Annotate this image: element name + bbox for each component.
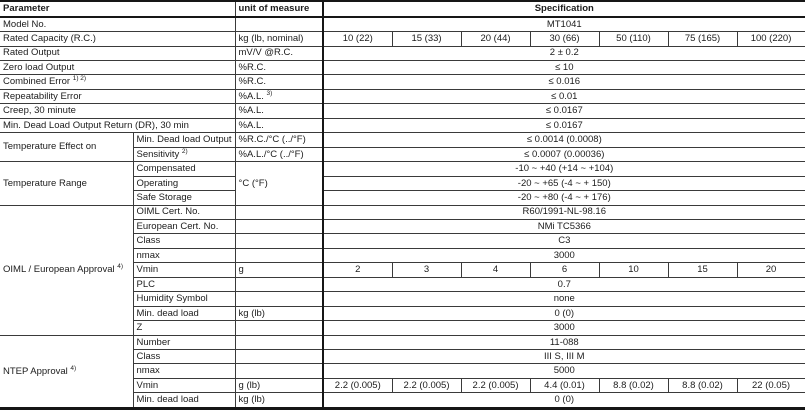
value-temp-effect-sensitivity: ≤ 0.0007 (0.00036) bbox=[323, 147, 805, 161]
value-ntep-vmin-2: 2.2 (0.005) bbox=[392, 378, 461, 392]
unit-rated-capacity: kg (lb, nominal) bbox=[235, 32, 323, 46]
unit-humidity-symbol bbox=[235, 292, 323, 306]
unit-oiml-nmax bbox=[235, 248, 323, 262]
table-row-ntep-number bbox=[0, 335, 805, 349]
value-ntep-class: III S, III M bbox=[323, 350, 805, 364]
unit-ntep-min-dead-load: kg (lb) bbox=[235, 393, 323, 409]
unit-temperature-range: °C (°F) bbox=[235, 162, 323, 205]
value-rated-capacity-1: 10 (22) bbox=[323, 32, 392, 46]
subparam-ntep-vmin: Vmin bbox=[133, 378, 235, 392]
value-oiml-plc: 0.7 bbox=[323, 277, 805, 291]
unit-rated-output: mV/V @R.C. bbox=[235, 46, 323, 60]
unit-oiml-z bbox=[235, 321, 323, 335]
value-oiml-vmin-6: 15 bbox=[668, 263, 737, 277]
value-ntep-vmin-5: 8.8 (0.02) bbox=[599, 378, 668, 392]
subparam-ntep-class: Class bbox=[133, 350, 235, 364]
value-rated-capacity-5: 50 (110) bbox=[599, 32, 668, 46]
param-group-temperature-range: Temperature Range bbox=[0, 162, 133, 205]
value-creep: ≤ 0.0167 bbox=[323, 104, 805, 118]
table-row-model-no bbox=[0, 17, 805, 32]
value-european-cert-no: NMi TC5366 bbox=[323, 219, 805, 233]
subparam-oiml-min-dead-load: Min. dead load bbox=[133, 306, 235, 320]
param-group-ntep-approval: NTEP Approval $^{4)}$ bbox=[0, 335, 133, 408]
value-oiml-vmin-5: 10 bbox=[599, 263, 668, 277]
subparam-oiml-z: Z bbox=[133, 321, 235, 335]
param-zero-load-output: Zero load Output bbox=[0, 60, 235, 74]
value-ntep-nmax: 5000 bbox=[323, 364, 805, 378]
unit-combined-error: %R.C. bbox=[235, 75, 323, 89]
param-model-no: Model No. bbox=[0, 17, 235, 32]
unit-repeatability-error: %A.L. $^{3)}$ bbox=[235, 89, 323, 103]
unit-oiml-vmin: g bbox=[235, 263, 323, 277]
unit-oiml-min-dead-load: kg (lb) bbox=[235, 306, 323, 320]
value-oiml-vmin-3: 4 bbox=[461, 263, 530, 277]
param-combined-error: Combined Error $^{1) 2)}$ bbox=[0, 75, 235, 89]
value-ntep-min-dead-load: 0 (0) bbox=[323, 393, 805, 409]
value-oiml-class: C3 bbox=[323, 234, 805, 248]
value-humidity-symbol: none bbox=[323, 292, 805, 306]
subparam-min-dead-load-output: Min. Dead load Output bbox=[133, 133, 235, 147]
unit-european-cert-no bbox=[235, 219, 323, 233]
value-oiml-vmin-1: 2 bbox=[323, 263, 392, 277]
unit-oiml-plc bbox=[235, 277, 323, 291]
param-group-oiml-approval: OIML / European Approval $^{4)}$ bbox=[0, 205, 133, 335]
subparam-oiml-vmin: Vmin bbox=[133, 263, 235, 277]
unit-ntep-nmax bbox=[235, 364, 323, 378]
unit-oiml-class bbox=[235, 234, 323, 248]
unit-oiml-cert-no bbox=[235, 205, 323, 219]
unit-temp-effect-dead-load-output: %R.C./°C (../°F) bbox=[235, 133, 323, 147]
value-ntep-vmin-6: 8.8 (0.02) bbox=[668, 378, 737, 392]
value-ntep-number: 11-088 bbox=[323, 335, 805, 349]
unit-ntep-vmin: g (lb) bbox=[235, 378, 323, 392]
param-repeatability-error: Repeatability Error bbox=[0, 89, 235, 103]
param-rated-output: Rated Output bbox=[0, 46, 235, 60]
table-row-oiml-cert-no bbox=[0, 205, 805, 219]
footnote-mark: 2) bbox=[181, 147, 188, 155]
table-row-temp-range-compensated bbox=[0, 162, 805, 176]
value-temp-range-compensated: -10 ~ +40 (+14 ~ +104) bbox=[323, 162, 805, 176]
unit-temp-effect-sensitivity: %A.L./°C (../°F) bbox=[235, 147, 323, 161]
table-row-repeatability-error bbox=[0, 89, 805, 103]
value-temp-range-operating: -20 ~ +65 (-4 ~ + 150) bbox=[323, 176, 805, 190]
value-rated-capacity-2: 15 (33) bbox=[392, 32, 461, 46]
subparam-oiml-nmax: nmax bbox=[133, 248, 235, 262]
value-oiml-z: 3000 bbox=[323, 321, 805, 335]
subparam-oiml-cert-no: OIML Cert. No. bbox=[133, 205, 235, 219]
subparam-oiml-class: Class bbox=[133, 234, 235, 248]
value-ntep-vmin-7: 22 (0.05) bbox=[737, 378, 805, 392]
value-rated-capacity-6: 75 (165) bbox=[668, 32, 737, 46]
param-rated-capacity: Rated Capacity (R.C.) bbox=[0, 32, 235, 46]
value-oiml-cert-no: R60/1991-NL-98.16 bbox=[323, 205, 805, 219]
subparam-ntep-number: Number bbox=[133, 335, 235, 349]
value-rated-capacity-7: 100 (220) bbox=[737, 32, 805, 46]
unit-ntep-number bbox=[235, 335, 323, 349]
value-ntep-vmin-1: 2.2 (0.005) bbox=[323, 378, 392, 392]
value-rated-capacity-4: 30 (66) bbox=[530, 32, 599, 46]
footnote-mark: 4) bbox=[117, 263, 124, 271]
footnote-mark: 1) 2) bbox=[72, 75, 87, 83]
table-row-temp-effect-dead-load-output bbox=[0, 133, 805, 147]
value-rated-capacity-3: 20 (44) bbox=[461, 32, 530, 46]
header-row bbox=[0, 1, 805, 17]
value-rated-output: 2 ± 0.2 bbox=[323, 46, 805, 60]
table-row-creep bbox=[0, 104, 805, 118]
table-row-rated-output bbox=[0, 46, 805, 60]
value-ntep-vmin-4: 4.4 (0.01) bbox=[530, 378, 599, 392]
param-min-dead-load-output-return: Min. Dead Load Output Return (DR), 30 min bbox=[0, 118, 235, 132]
value-oiml-vmin-7: 20 bbox=[737, 263, 805, 277]
table-row-rated-capacity bbox=[0, 32, 805, 46]
table-row-zero-load-output bbox=[0, 60, 805, 74]
value-zero-load-output: ≤ 10 bbox=[323, 60, 805, 74]
footnote-mark: 4) bbox=[70, 364, 77, 372]
value-temp-range-safe-storage: -20 ~ +80 (-4 ~ + 176) bbox=[323, 191, 805, 205]
subparam-operating: Operating bbox=[133, 176, 235, 190]
value-combined-error: ≤ 0.016 bbox=[323, 75, 805, 89]
unit-zero-load-output: %R.C. bbox=[235, 60, 323, 74]
unit-model-no bbox=[235, 17, 323, 32]
value-model-no: MT1041 bbox=[323, 17, 805, 32]
value-oiml-nmax: 3000 bbox=[323, 248, 805, 262]
subparam-safe-storage: Safe Storage bbox=[133, 191, 235, 205]
footnote-mark: 3) bbox=[266, 89, 273, 97]
subparam-sensitivity: Sensitivity $^{2)}$ bbox=[133, 147, 235, 161]
col-header-specification: Specification bbox=[323, 1, 805, 17]
param-group-temperature-effect: Temperature Effect on bbox=[0, 133, 133, 162]
subparam-ntep-nmax: nmax bbox=[133, 364, 235, 378]
param-creep: Creep, 30 minute bbox=[0, 104, 235, 118]
subparam-european-cert-no: European Cert. No. bbox=[133, 219, 235, 233]
unit-ntep-class bbox=[235, 350, 323, 364]
table-row-min-dead-load-output-return bbox=[0, 118, 805, 132]
value-oiml-vmin-2: 3 bbox=[392, 263, 461, 277]
value-min-dead-load-output-return: ≤ 0.0167 bbox=[323, 118, 805, 132]
value-temp-effect-dead-load-output: ≤ 0.0014 (0.0008) bbox=[323, 133, 805, 147]
value-repeatability-error: ≤ 0.01 bbox=[323, 89, 805, 103]
subparam-compensated: Compensated bbox=[133, 162, 235, 176]
subparam-ntep-min-dead-load: Min. dead load bbox=[133, 393, 235, 409]
table-row-combined-error bbox=[0, 75, 805, 89]
subparam-oiml-plc: PLC bbox=[133, 277, 235, 291]
col-header-unit-of-measure: unit of measure bbox=[235, 1, 323, 17]
unit-creep: %A.L. bbox=[235, 104, 323, 118]
value-oiml-min-dead-load: 0 (0) bbox=[323, 306, 805, 320]
unit-min-dead-load-output-return: %A.L. bbox=[235, 118, 323, 132]
col-header-parameter: Parameter bbox=[0, 1, 235, 17]
value-ntep-vmin-3: 2.2 (0.005) bbox=[461, 378, 530, 392]
value-oiml-vmin-4: 6 bbox=[530, 263, 599, 277]
subparam-humidity-symbol: Humidity Symbol bbox=[133, 292, 235, 306]
